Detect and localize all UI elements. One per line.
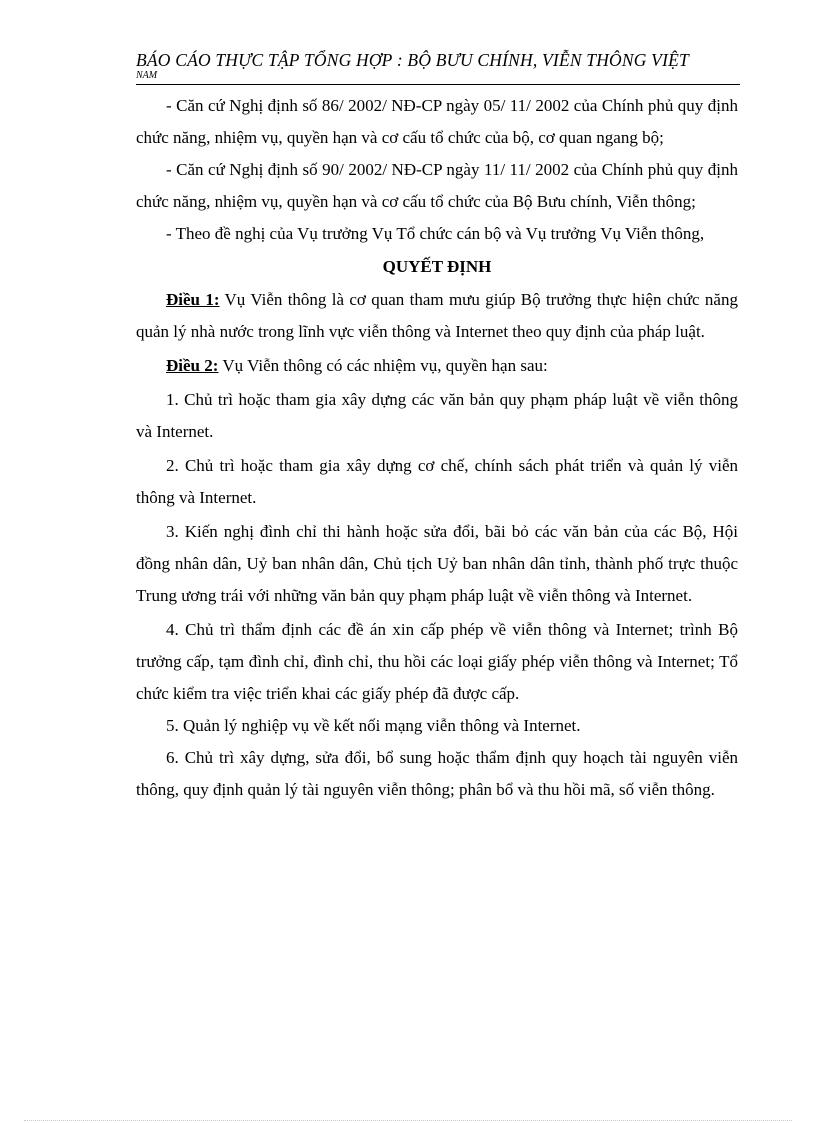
article-1-text: Vụ Viễn thông là cơ quan tham mưu giúp Bộ trưởng thực hiện chức năng quản lý nhà nước trong lĩnh vực viễn thông và Internet theo quy định của pháp luật. bbox=[136, 290, 738, 341]
page-bottom-rule bbox=[24, 1120, 792, 1121]
header-rule bbox=[136, 84, 740, 85]
preamble-paragraph: - Căn cứ Nghị định số 90/ 2002/ NĐ-CP ngày 11/ 11/ 2002 của Chính phủ quy định chức năng, nhiệm vụ, quyền hạn và cơ cấu tổ chức của Bộ Bưu chính, Viễn thông; bbox=[136, 160, 738, 211]
article-2-label: Điều 2: bbox=[166, 356, 219, 375]
list-item: 4. Chủ trì thẩm định các đề án xin cấp phép về viễn thông và Internet; trình Bộ trưởng cấp, tạm đình chỉ, đình chỉ, thu hồi các loại giấy phép viễn thông và Internet; Tổ chức kiểm tra việc triển khai các giấy phép đã được cấp. bbox=[136, 620, 738, 703]
decision-title: QUYẾT ĐỊNH bbox=[382, 257, 492, 276]
list-item: 3. Kiến nghị đình chỉ thi hành hoặc sửa đổi, bãi bỏ các văn bản của các Bộ, Hội đồng nhân dân, Uỷ ban nhân dân, Chủ tịch Uỷ ban nhân dân tỉnh, thành phố trực thuộc Trung ương trái với những văn bản quy phạm pháp luật về viễn thông và Internet. bbox=[136, 522, 738, 605]
article-1 bbox=[136, 284, 738, 348]
list-item: 1. Chủ trì hoặc tham gia xây dựng các văn bản quy phạm pháp luật về viễn thông và Internet. bbox=[136, 390, 738, 441]
running-header: BÁO CÁO THỰC TẬP TỔNG HỢP : BỘ BƯU CHÍNH, VIỄN THÔNG VIỆT bbox=[136, 50, 689, 70]
list-item: 6. Chủ trì xây dựng, sửa đổi, bổ sung hoặc thẩm định quy hoạch tài nguyên viễn thông, quy định quản lý tài nguyên viễn thông; phân bổ và thu hồi mã, số viễn thông. bbox=[136, 748, 738, 799]
preamble-paragraph: - Theo đề nghị của Vụ trưởng Vụ Tổ chức cán bộ và Vụ trưởng Vụ Viễn thông, bbox=[166, 224, 705, 243]
preamble-paragraph: - Căn cứ Nghị định số 86/ 2002/ NĐ-CP ngày 05/ 11/ 2002 của Chính phủ quy định chức năng, nhiệm vụ, quyền hạn và cơ cấu tổ chức của bộ, cơ quan ngang bộ; bbox=[136, 96, 738, 147]
article-2-text: Vụ Viễn thông có các nhiệm vụ, quyền hạn sau: bbox=[218, 356, 548, 375]
document-body bbox=[136, 90, 738, 806]
list-item: 2. Chủ trì hoặc tham gia xây dựng cơ chế, chính sách phát triển và quản lý viễn thông và Internet. bbox=[136, 456, 738, 507]
running-header-continuation: NAM bbox=[136, 70, 158, 81]
list-item: 5. Quản lý nghiệp vụ về kết nối mạng viễn thông và Internet. bbox=[166, 716, 581, 735]
article-1-label: Điều 1: bbox=[166, 290, 220, 309]
article-2 bbox=[136, 350, 738, 382]
